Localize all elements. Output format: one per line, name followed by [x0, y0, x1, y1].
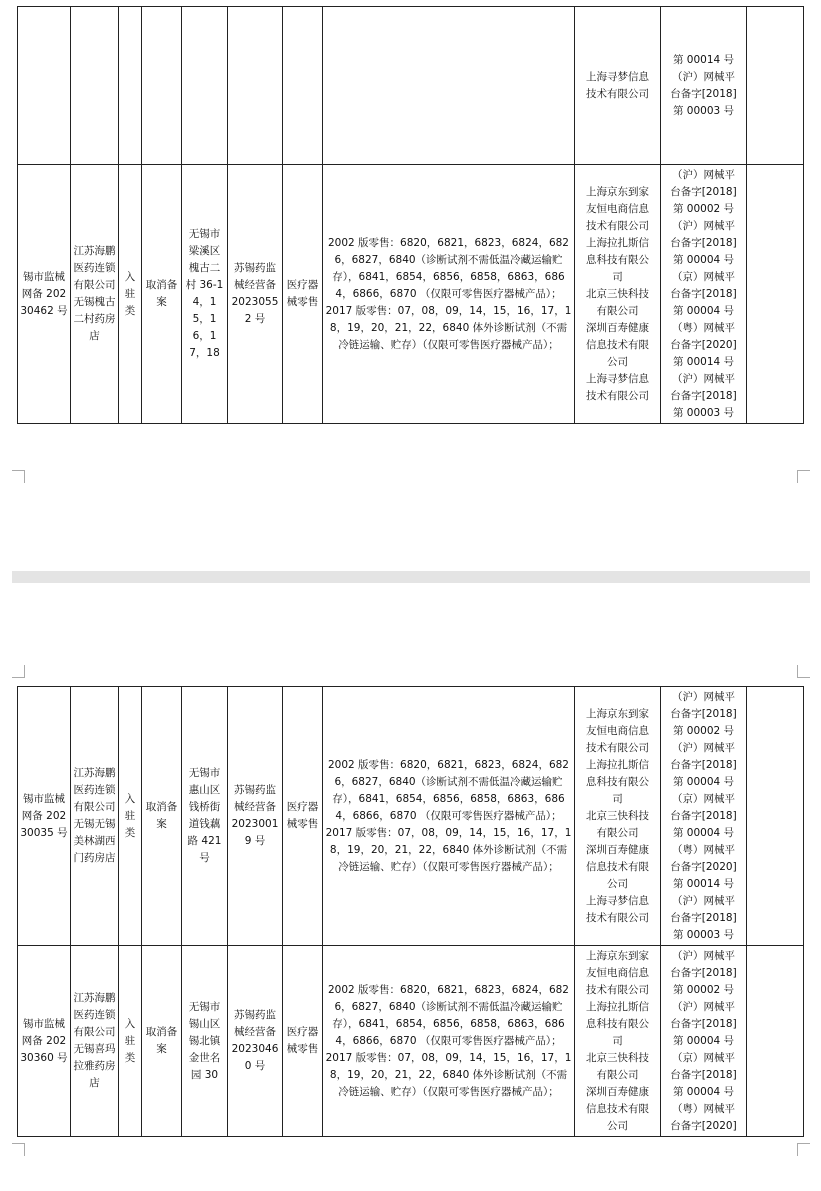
list-item: （沪）网械平	[672, 70, 735, 83]
record-number-cell: 锡市监械网备 20230360 号	[18, 946, 71, 1137]
category-cell: 入驻类	[119, 165, 142, 424]
page-corner-mark	[12, 470, 25, 483]
list-item: 台备字[2018]	[670, 1068, 737, 1081]
list-item: 技术有限公司	[586, 389, 649, 402]
list-item: 技术有限公司	[586, 219, 649, 232]
list-item: 息科技有限公	[586, 253, 649, 266]
list-item: 司	[612, 1034, 623, 1047]
address-cell: 无锡市梁溪区槐古二村 36-14，15，16，17，18	[182, 165, 228, 424]
list-item: 台备字[2018]	[670, 911, 737, 924]
list-item: 司	[612, 270, 623, 283]
list-item: （粤）网械平	[672, 843, 735, 856]
action-cell: 取消备案	[142, 687, 182, 946]
address-cell: 无锡市惠山区钱桥街道钱藕路 421 号	[182, 687, 228, 946]
scope-2002: 2002 版零售：6820，6821，6823，6824，6826，6827，6840（诊断试剂不需低温冷藏运输贮存），6841，6854，6856，6858，6863，6864，6866，6870 （仅限可零售医疗器械产品）；	[328, 758, 569, 822]
list-item: 上海拉扎斯信	[586, 758, 649, 771]
list-item: 第 00004 号	[672, 826, 735, 839]
list-item: 台备字[2018]	[670, 758, 737, 771]
scope-2017: 2017 版零售：07，08，09，14，15，16，17，18，19，20，21，22，6840 体外诊断试剂（不需冷链运输、贮存）（仅限可零售医疗器械产品）；	[325, 304, 572, 351]
list-item: 友恒电商信息	[586, 966, 649, 979]
list-item: 台备字[2018]	[670, 389, 737, 402]
list-item: 台备字[2018]	[670, 287, 737, 300]
action-cell: 取消备案	[142, 165, 182, 424]
table-row	[18, 946, 804, 1137]
page-separator	[12, 571, 810, 583]
page-corner-mark	[797, 665, 810, 678]
list-item: 北京三快科技	[586, 287, 649, 300]
scope-2017: 2017 版零售：07，08，09，14，15，16，17，18，19，20，21，22，6840 体外诊断试剂（不需冷链运输、贮存）（仅限可零售医疗器械产品）；	[325, 826, 572, 873]
platform-cert-cell	[661, 687, 747, 946]
list-item: 深圳百寿健康	[586, 1085, 649, 1098]
list-item: 信息技术有限	[586, 1102, 649, 1115]
list-item: 台备字[2018]	[670, 966, 737, 979]
business-scope-cell	[323, 687, 575, 946]
company-name-cell: 江苏海鹏医药连锁有限公司无锡无锡美林湖西门药房店	[71, 687, 119, 946]
list-item: 第 00002 号	[672, 724, 735, 737]
list-item: 台备字[2020]	[670, 338, 737, 351]
list-item: 深圳百寿健康	[586, 321, 649, 334]
list-item: （沪）网械平	[672, 219, 735, 232]
list-item: （沪）网械平	[672, 949, 735, 962]
page-corner-mark	[12, 665, 25, 678]
list-item: 信息技术有限	[586, 338, 649, 351]
list-item: 台备字[2018]	[670, 1017, 737, 1030]
license-cell: 苏锡药监械经营备 20230019 号	[228, 687, 283, 946]
page-corner-mark	[12, 1143, 25, 1156]
document-page-2	[0, 585, 821, 1191]
list-item: 司	[612, 792, 623, 805]
list-item: 台备字[2020]	[670, 1119, 737, 1132]
list-item: （京）网械平	[672, 792, 735, 805]
action-cell: 取消备案	[142, 946, 182, 1137]
list-item: 第 00004 号	[672, 775, 735, 788]
list-item: 公司	[607, 355, 628, 368]
page-corner-mark	[797, 470, 810, 483]
list-item: 有限公司	[596, 304, 639, 317]
platform-company-cell	[575, 165, 661, 424]
company-name-cell: 江苏海鹏医药连锁有限公司无锡喜玛拉雅药房店	[71, 946, 119, 1137]
license-cell: 苏锡药监械经营备 20230460 号	[228, 946, 283, 1137]
business-scope-cell	[323, 946, 575, 1137]
list-item: 上海京东到家	[586, 949, 649, 962]
list-item: 北京三快科技	[586, 1051, 649, 1064]
category-cell: 入驻类	[119, 687, 142, 946]
list-item: 台备字[2018]	[670, 185, 737, 198]
list-item: 台备字[2018]	[670, 87, 737, 100]
list-item: 第 00003 号	[672, 104, 735, 117]
page-corner-mark	[797, 1143, 810, 1156]
list-item: 深圳百寿健康	[586, 843, 649, 856]
list-item: 友恒电商信息	[586, 724, 649, 737]
license-cell: 苏锡药监械经营备 20230552 号	[228, 165, 283, 424]
list-item: 上海拉扎斯信	[586, 1000, 649, 1013]
list-item: 信息技术有限	[586, 860, 649, 873]
list-item: 上海拉扎斯信	[586, 236, 649, 249]
list-item: 技术有限公司	[586, 983, 649, 996]
table-row	[18, 687, 804, 946]
list-item: 第 00014 号	[672, 877, 735, 890]
list-item: 上海寻梦信息	[586, 70, 649, 83]
business-type-cell: 医疗器械零售	[283, 687, 323, 946]
business-type-cell: 医疗器械零售	[283, 165, 323, 424]
list-item: 第 00004 号	[672, 304, 735, 317]
list-item: （粤）网械平	[672, 321, 735, 334]
list-item: （京）网械平	[672, 1051, 735, 1064]
business-type-cell: 医疗器械零售	[283, 946, 323, 1137]
list-item: 北京三快科技	[586, 809, 649, 822]
scope-2002: 2002 版零售：6820，6821，6823，6824，6826，6827，6840（诊断试剂不需低温冷藏运输贮存），6841，6854，6856，6858，6863，6864，6866，6870 （仅限可零售医疗器械产品）；	[328, 236, 569, 300]
platform-company-cell	[575, 687, 661, 946]
company-name-cell: 江苏海鹏医药连锁有限公司无锡槐古二村药房店	[71, 165, 119, 424]
list-item: 台备字[2018]	[670, 809, 737, 822]
list-item: 技术有限公司	[586, 741, 649, 754]
table-row	[18, 165, 804, 424]
platform-cert-cell	[661, 946, 747, 1137]
record-number-cell: 锡市监械网备 20230462 号	[18, 165, 71, 424]
list-item: 公司	[607, 877, 628, 890]
list-item: 台备字[2020]	[670, 860, 737, 873]
list-item: 第 00002 号	[672, 202, 735, 215]
list-item: 台备字[2018]	[670, 236, 737, 249]
list-item: 上海寻梦信息	[586, 372, 649, 385]
platform-company-cell	[575, 946, 661, 1137]
list-item: （沪）网械平	[672, 894, 735, 907]
list-item: 台备字[2018]	[670, 707, 737, 720]
list-item: 有限公司	[596, 1068, 639, 1081]
list-item: （粤）网械平	[672, 1102, 735, 1115]
list-item: 第 00004 号	[672, 1034, 735, 1047]
list-item: 第 00002 号	[672, 983, 735, 996]
category-cell: 入驻类	[119, 946, 142, 1137]
list-item: 第 00014 号	[672, 53, 735, 66]
list-item: 技术有限公司	[586, 911, 649, 924]
list-item: （沪）网械平	[672, 690, 735, 703]
list-item: 第 00003 号	[672, 928, 735, 941]
list-item: （沪）网械平	[672, 1000, 735, 1013]
list-item: 技术有限公司	[586, 87, 649, 100]
list-item: 上海寻梦信息	[586, 894, 649, 907]
business-scope-cell	[323, 165, 575, 424]
record-table-page-2	[17, 686, 804, 1137]
list-item: 友恒电商信息	[586, 202, 649, 215]
list-item: 上海京东到家	[586, 185, 649, 198]
list-item: （沪）网械平	[672, 168, 735, 181]
record-number-cell: 锡市监械网备 20230035 号	[18, 687, 71, 946]
list-item: 有限公司	[596, 826, 639, 839]
platform-cert-cell	[661, 165, 747, 424]
list-item: （沪）网械平	[672, 741, 735, 754]
table-row	[18, 7, 804, 165]
list-item: 第 00003 号	[672, 406, 735, 419]
list-item: 第 00004 号	[672, 1085, 735, 1098]
scope-2002: 2002 版零售：6820，6821，6823，6824，6826，6827，6840（诊断试剂不需低温冷藏运输贮存），6841，6854，6856，6858，6863，6864，6866，6870 （仅限可零售医疗器械产品）；	[328, 983, 569, 1047]
list-item: 上海京东到家	[586, 707, 649, 720]
platform-cert-cell	[661, 7, 747, 165]
address-cell: 无锡市锡山区锡北镇金世名园 30	[182, 946, 228, 1137]
list-item: （沪）网械平	[672, 372, 735, 385]
list-item: 息科技有限公	[586, 775, 649, 788]
document-page-1	[0, 0, 821, 570]
record-table-page-1	[17, 6, 804, 424]
list-item: 公司	[607, 1119, 628, 1132]
list-item: 息科技有限公	[586, 1017, 649, 1030]
scope-2017: 2017 版零售：07，08，09，14，15，16，17，18，19，20，21，22，6840 体外诊断试剂（不需冷链运输、贮存）（仅限可零售医疗器械产品）；	[325, 1051, 572, 1098]
list-item: （京）网械平	[672, 270, 735, 283]
list-item: 第 00014 号	[672, 355, 735, 368]
platform-company-cell	[575, 7, 661, 165]
list-item: 第 00004 号	[672, 253, 735, 266]
